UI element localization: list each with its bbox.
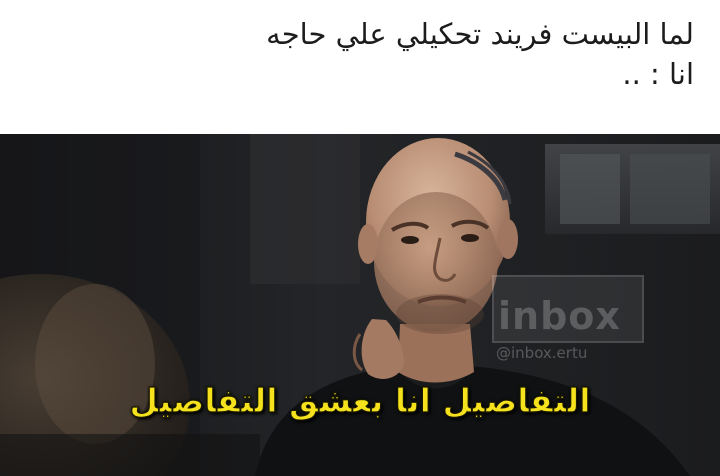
caption-line-2: انا : ..	[622, 57, 694, 91]
meme-caption	[14, 14, 694, 94]
movie-subtitle: التفاصيل انا بعشق التفاصيل	[129, 381, 591, 420]
movie-still	[0, 134, 720, 476]
watermark-handle: @inbox.ertu	[496, 344, 588, 362]
caption-line-1: لما البيست فريند تحكيلي علي حاجه	[266, 17, 694, 51]
watermark-brand: inbox	[498, 294, 621, 338]
